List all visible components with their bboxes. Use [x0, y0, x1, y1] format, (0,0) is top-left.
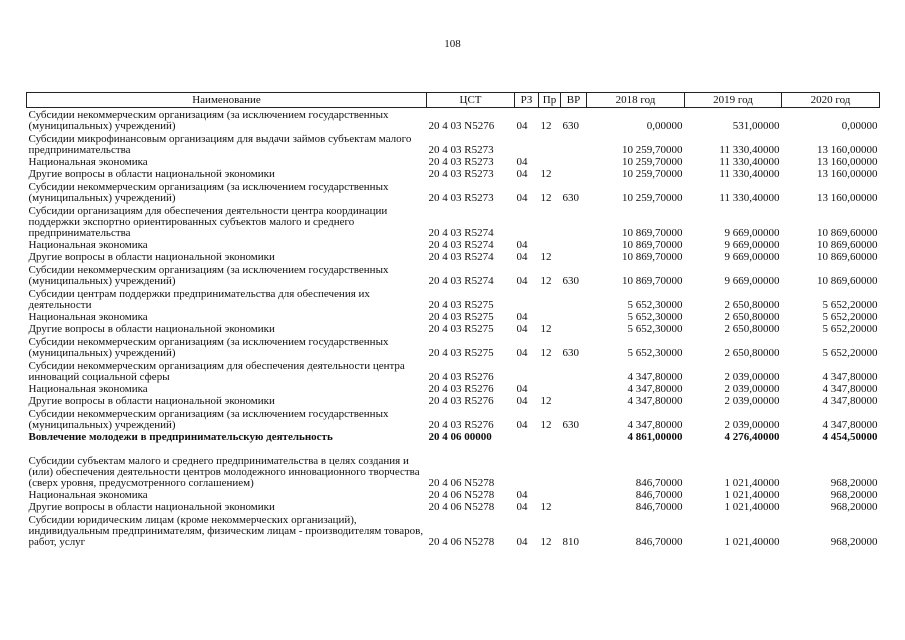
cell-pr: 12 — [540, 323, 552, 335]
cell-pr: 12 — [540, 192, 552, 204]
cell-pr: 12 — [540, 120, 552, 132]
cell-y2020: 4 347,80000 — [822, 419, 878, 431]
cell-pr: 12 — [540, 419, 552, 431]
cell-y2019: 2 039,00000 — [724, 419, 780, 431]
cell-vr — [561, 489, 587, 501]
budget-table — [26, 92, 880, 548]
cell-cst: 20 4 03 R5274 — [428, 239, 494, 251]
cell-y2019: 2 650,80000 — [724, 299, 780, 311]
cell-vr — [561, 239, 587, 251]
cell-rz: 04 — [516, 395, 528, 407]
cell-y2020: 13 160,00000 — [817, 192, 878, 204]
table-row — [27, 359, 880, 383]
header-2020: 2020 год — [782, 93, 880, 108]
cell-y2020: 968,20000 — [830, 501, 878, 513]
cell-y2019: 11 330,40000 — [719, 192, 780, 204]
cell-pr — [539, 489, 561, 501]
cell-rz — [515, 287, 539, 311]
cell-y2018: 10 259,70000 — [622, 156, 683, 168]
cell-rz: 04 — [516, 251, 528, 263]
cell-rz: 04 — [516, 275, 528, 287]
cell-y2020: 968,20000 — [830, 536, 878, 548]
cell-name: Субсидии некоммерческим организациям (за исключением государственных (муниципальных) учреждений) — [28, 264, 389, 287]
cell-vr — [561, 501, 587, 513]
cell-y2020: 13 160,00000 — [817, 168, 878, 180]
cell-name: Субсидии субъектам малого и среднего предпринимательства в целях создания и (или) обеспечения деятельности центров молодежного инновационного творчества (сверх уровня, предусмотренного соглашением) — [28, 455, 420, 489]
cell-y2018: 10 259,70000 — [622, 168, 683, 180]
cell-y2019: 11 330,40000 — [719, 144, 780, 156]
cell-y2020: 4 347,80000 — [822, 395, 878, 407]
cell-y2018: 4 861,00000 — [627, 431, 683, 443]
cell-cst: 20 4 03 R5273 — [428, 192, 494, 204]
cell-pr — [539, 287, 561, 311]
cell-y2019: 2 650,80000 — [724, 347, 780, 359]
cell-cst: 20 4 03 R5273 — [428, 168, 494, 180]
cell-y2020: 10 869,60000 — [817, 227, 878, 239]
cell-name: Субсидии некоммерческим организациям (за исключением государственных (муниципальных) учреждений) — [28, 336, 389, 359]
cell-y2018: 846,70000 — [635, 536, 683, 548]
cell-vr — [561, 359, 587, 383]
cell-cst: 20 4 03 R5274 — [428, 251, 494, 263]
cell-y2020: 10 869,60000 — [817, 239, 878, 251]
cell-vr — [561, 323, 587, 335]
header-2018: 2018 год — [587, 93, 685, 108]
cell-pr — [539, 132, 561, 156]
cell-name: Другие вопросы в области национальной экономики — [28, 501, 275, 513]
cell-cst: 20 4 03 R5273 — [428, 156, 494, 168]
header-pr: Пр — [539, 93, 561, 108]
cell-rz: 04 — [516, 323, 528, 335]
cell-vr: 630 — [562, 419, 579, 431]
cell-name: Субсидии некоммерческим организациям (за исключением государственных (муниципальных) учреждений) — [28, 109, 389, 132]
header-2019: 2019 год — [685, 93, 782, 108]
cell-y2020: 968,20000 — [830, 489, 878, 501]
cell-name: Национальная экономика — [28, 311, 148, 323]
table-body — [27, 108, 880, 549]
cell-vr — [561, 287, 587, 311]
cell-y2020: 968,20000 — [830, 477, 878, 489]
cell-cst: 20 4 03 R5274 — [428, 275, 494, 287]
cell-y2018: 846,70000 — [635, 489, 683, 501]
cell-y2019: 1 021,40000 — [724, 489, 780, 501]
cell-y2018: 4 347,80000 — [627, 371, 683, 383]
cell-y2019: 9 669,00000 — [724, 227, 780, 239]
cell-y2020: 5 652,20000 — [822, 347, 878, 359]
cell-name: Другие вопросы в области национальной экономики — [28, 323, 275, 335]
cell-cst: 20 4 03 N5276 — [428, 120, 495, 132]
cell-vr — [561, 132, 587, 156]
cell-y2018: 10 869,70000 — [622, 227, 683, 239]
cell-pr: 12 — [540, 251, 552, 263]
table-row — [27, 108, 880, 133]
cell-pr: 12 — [540, 395, 552, 407]
cell-rz: 04 — [516, 239, 528, 251]
cell-y2018: 5 652,30000 — [627, 347, 683, 359]
cell-vr — [561, 443, 587, 489]
cell-name: Национальная экономика — [28, 156, 148, 168]
cell-name: Национальная экономика — [28, 383, 148, 395]
cell-y2019: 2 039,00000 — [724, 395, 780, 407]
cell-rz: 04 — [516, 489, 528, 501]
cell-rz — [515, 443, 539, 489]
cell-cst: 20 4 03 R5275 — [428, 299, 494, 311]
cell-name: Вовлечение молодежи в предпринимательскую деятельность — [28, 431, 333, 443]
cell-y2018: 10 259,70000 — [622, 192, 683, 204]
page-number: 108 — [444, 38, 461, 50]
table-row — [27, 395, 880, 407]
header-name: Наименование — [27, 93, 427, 108]
cell-y2018: 10 869,70000 — [622, 239, 683, 251]
cell-y2020: 13 160,00000 — [817, 144, 878, 156]
cell-rz: 04 — [516, 536, 528, 548]
cell-y2018: 5 652,30000 — [627, 311, 683, 323]
cell-y2019: 531,00000 — [732, 120, 780, 132]
cell-y2019: 11 330,40000 — [719, 168, 780, 180]
cell-pr: 12 — [540, 501, 552, 513]
cell-name: Национальная экономика — [28, 239, 148, 251]
cell-vr: 630 — [562, 275, 579, 287]
cell-vr — [561, 431, 587, 443]
table-row — [27, 513, 880, 548]
cell-y2019: 2 650,80000 — [724, 323, 780, 335]
cell-vr — [561, 156, 587, 168]
cell-rz: 04 — [516, 311, 528, 323]
cell-vr: 630 — [562, 120, 579, 132]
cell-y2019: 2 039,00000 — [724, 383, 780, 395]
cell-y2019: 9 669,00000 — [724, 251, 780, 263]
table-row — [27, 323, 880, 335]
cell-y2019: 9 669,00000 — [724, 275, 780, 287]
cell-cst: 20 4 06 N5278 — [428, 536, 495, 548]
header-rz: РЗ — [515, 93, 539, 108]
cell-rz: 04 — [516, 168, 528, 180]
cell-y2018: 10 259,70000 — [622, 144, 683, 156]
cell-vr: 810 — [562, 536, 579, 548]
cell-cst: 20 4 03 R5274 — [428, 227, 494, 239]
cell-pr — [539, 443, 561, 489]
cell-y2019: 1 021,40000 — [724, 536, 780, 548]
cell-name: Другие вопросы в области национальной экономики — [28, 168, 275, 180]
cell-y2018: 10 869,70000 — [622, 251, 683, 263]
cell-vr — [561, 251, 587, 263]
cell-rz: 04 — [516, 347, 528, 359]
cell-name: Другие вопросы в области национальной экономики — [28, 395, 275, 407]
header-vr: ВР — [561, 93, 587, 108]
table-row — [27, 168, 880, 180]
cell-name: Субсидии юридическим лицам (кроме некоммерческих организаций), индивидуальным предпринимателям, физическим лицам - производителям товаров, работ, услуг — [28, 514, 424, 548]
cell-y2018: 4 347,80000 — [627, 395, 683, 407]
table-row — [27, 407, 880, 431]
cell-cst: 20 4 03 R5276 — [428, 419, 494, 431]
cell-pr — [539, 383, 561, 395]
cell-name: Национальная экономика — [28, 489, 148, 501]
table-row — [27, 443, 880, 489]
cell-name: Субсидии центрам поддержки предпринимательства для обеспечения их деятельности — [28, 288, 370, 311]
cell-y2020: 5 652,20000 — [822, 311, 878, 323]
cell-y2019: 11 330,40000 — [719, 156, 780, 168]
header-cst: ЦСТ — [427, 93, 515, 108]
cell-cst: 20 4 03 R5276 — [428, 383, 494, 395]
cell-y2020: 4 347,80000 — [822, 371, 878, 383]
cell-y2018: 10 869,70000 — [622, 275, 683, 287]
cell-cst: 20 4 06 N5278 — [428, 489, 495, 501]
cell-y2019: 2 039,00000 — [724, 371, 780, 383]
cell-vr — [561, 311, 587, 323]
cell-rz: 04 — [516, 120, 528, 132]
cell-rz: 04 — [516, 192, 528, 204]
cell-vr — [561, 395, 587, 407]
cell-cst: 20 4 03 R5276 — [428, 371, 494, 383]
cell-y2019: 1 021,40000 — [724, 501, 780, 513]
cell-vr: 630 — [562, 347, 579, 359]
cell-name: Субсидии микрофинансовым организациям для выдачи займов субъектам малого предпринимательства — [28, 133, 412, 156]
cell-pr — [539, 311, 561, 323]
table-row — [27, 489, 880, 501]
table-row — [27, 204, 880, 239]
cell-y2020: 4 347,80000 — [822, 383, 878, 395]
table-row — [27, 311, 880, 323]
cell-cst: 20 4 03 R5273 — [428, 144, 494, 156]
cell-cst: 20 4 06 N5278 — [428, 477, 495, 489]
cell-cst: 20 4 03 R5275 — [428, 347, 494, 359]
cell-pr: 12 — [540, 347, 552, 359]
cell-name: Субсидии некоммерческим организациям (за исключением государственных (муниципальных) учреждений) — [28, 181, 389, 204]
cell-y2020: 13 160,00000 — [817, 156, 878, 168]
cell-y2020: 10 869,60000 — [817, 275, 878, 287]
table-row — [27, 383, 880, 395]
cell-y2019: 4 276,40000 — [724, 431, 780, 443]
cell-y2020: 5 652,20000 — [822, 299, 878, 311]
cell-y2018: 5 652,30000 — [627, 323, 683, 335]
cell-rz: 04 — [516, 419, 528, 431]
table-row — [27, 501, 880, 513]
cell-pr — [539, 239, 561, 251]
cell-rz — [515, 359, 539, 383]
cell-vr: 630 — [562, 192, 579, 204]
cell-vr — [561, 204, 587, 239]
cell-cst: 20 4 06 N5278 — [428, 501, 495, 513]
cell-y2019: 1 021,40000 — [724, 477, 780, 489]
cell-y2018: 846,70000 — [635, 477, 683, 489]
cell-vr — [561, 383, 587, 395]
cell-rz — [515, 431, 539, 443]
cell-y2018: 846,70000 — [635, 501, 683, 513]
table-row — [27, 251, 880, 263]
table-row — [27, 431, 880, 443]
cell-cst: 20 4 03 R5276 — [428, 395, 494, 407]
table-row — [27, 335, 880, 359]
cell-rz — [515, 132, 539, 156]
cell-pr — [539, 156, 561, 168]
table-row — [27, 287, 880, 311]
cell-y2019: 9 669,00000 — [724, 239, 780, 251]
cell-y2020: 4 454,50000 — [822, 431, 878, 443]
table-header-row — [27, 93, 880, 108]
cell-y2020: 0,00000 — [841, 120, 878, 132]
cell-rz: 04 — [516, 156, 528, 168]
cell-cst: 20 4 03 R5275 — [428, 323, 494, 335]
cell-y2018: 0,00000 — [646, 120, 683, 132]
cell-pr: 12 — [540, 536, 552, 548]
cell-cst: 20 4 06 00000 — [428, 431, 492, 443]
cell-rz: 04 — [516, 383, 528, 395]
cell-y2018: 4 347,80000 — [627, 383, 683, 395]
table-row — [27, 180, 880, 204]
cell-y2018: 5 652,30000 — [627, 299, 683, 311]
cell-cst: 20 4 03 R5275 — [428, 311, 494, 323]
table-row — [27, 239, 880, 251]
cell-y2018: 4 347,80000 — [627, 419, 683, 431]
cell-name: Другие вопросы в области национальной экономики — [28, 251, 275, 263]
cell-name: Субсидии некоммерческим организациям (за исключением государственных (муниципальных) учреждений) — [28, 408, 389, 431]
cell-y2020: 5 652,20000 — [822, 323, 878, 335]
cell-pr — [539, 359, 561, 383]
cell-y2019: 2 650,80000 — [724, 311, 780, 323]
cell-pr — [539, 204, 561, 239]
cell-y2020: 10 869,60000 — [817, 251, 878, 263]
cell-rz — [515, 204, 539, 239]
cell-pr — [539, 431, 561, 443]
table-row — [27, 132, 880, 156]
cell-name: Субсидии организациям для обеспечения деятельности центра координации поддержки экспортно ориентированных субъектов малого и среднего предпринимательства — [28, 205, 388, 239]
cell-rz: 04 — [516, 501, 528, 513]
table-row — [27, 263, 880, 287]
cell-name: Субсидии некоммерческим организациям для обеспечения деятельности центра инноваций социальной сферы — [28, 360, 405, 383]
cell-pr: 12 — [540, 275, 552, 287]
cell-vr — [561, 168, 587, 180]
table-row — [27, 156, 880, 168]
cell-pr: 12 — [540, 168, 552, 180]
